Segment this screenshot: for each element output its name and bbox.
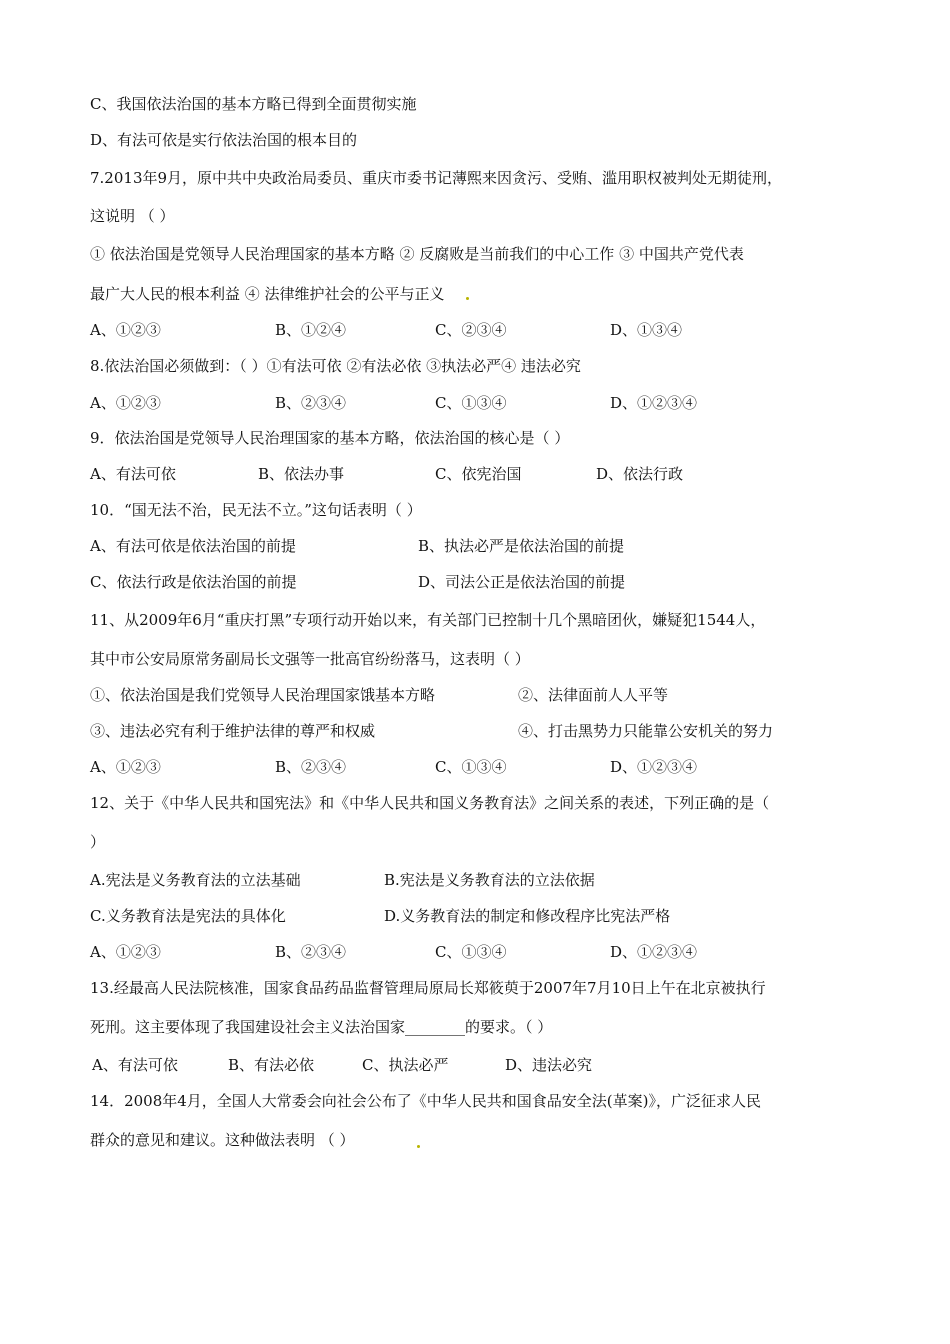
q7-option-a: A、①②③ [90,321,161,339]
question-10-stem: 10．“国无法不治，民无法不立。”这句话表明（ ） [90,501,422,519]
q12-option-c: C、①③④ [435,943,507,961]
question-7-statements: ① 依法治国是党领导人民治理国家的基本方略 ② 反腐败是当前我们的中心工作 ③ 中国共产党代表 [90,245,744,263]
question-14-stem-cont: 群众的意见和建议。这种做法表明 （ ） [90,1131,355,1149]
q9-option-c: C、依宪治国 [435,465,522,483]
question-12-stem: 12、关于《中华人民共和国宪法》和《中华人民共和国义务教育法》之间关系的表述，下列正确的是（ [90,794,770,812]
option-c-q6: C、我国依法治国的基本方略已得到全面贯彻实施 [90,95,417,113]
q11-statement-4: ④、打击黑势力只能靠公安机关的努力 [518,722,774,740]
q12-statement-a: A.宪法是义务教育法的立法基础 [90,871,301,889]
question-13-stem-cont: 死刑。这主要体现了我国建设社会主义法治国家________的要求。（ ） [90,1018,553,1036]
q12-option-a: A、①②③ [90,943,161,961]
q12-option-d: D、①②③④ [610,943,698,961]
q13-option-b: B、有法必依 [228,1056,315,1074]
q12-option-b: B、②③④ [275,943,347,961]
question-14-stem: 14．2008年4月，全国人大常委会向社会公布了《中华人民共和国食品安全法(革案)》，广泛征求人民 [90,1092,762,1110]
q10-option-b: B、执法必严是依法治国的前提 [418,537,625,555]
q8-option-d: D、①②③④ [610,394,698,412]
q7-option-c: C、②③④ [435,321,507,339]
q8-option-c: C、①③④ [435,394,507,412]
stray-mark [417,1145,420,1148]
stray-mark [466,297,469,300]
q7-option-d: D、①③④ [610,321,683,339]
q12-statement-c: C.义务教育法是宪法的具体化 [90,907,286,925]
question-13-stem: 13.经最高人民法院核准，国家食品药品监督管理局原局长郑筱萸于2007年7月10日上午在北京被执行 [90,979,766,997]
q9-option-d: D、依法行政 [596,465,684,483]
q11-option-a: A、①②③ [90,758,161,776]
q9-option-b: B、依法办事 [258,465,345,483]
q11-statement-3: ③、违法必究有利于维护法律的尊严和权威 [90,722,376,740]
q11-option-d: D、①②③④ [610,758,698,776]
q8-option-b: B、②③④ [275,394,347,412]
question-7-stem-cont: 这说明 （ ） [90,207,175,225]
q11-statement-2: ②、法律面前人人平等 [518,686,669,704]
q10-option-a: A、有法可依是依法治国的前提 [90,537,296,555]
question-8-stem: 8.依法治国必须做到：（ ）①有法可依 ②有法必依 ③执法必严④ 违法必究 [90,357,581,375]
question-7-statements-cont: 最广大人民的根本利益 ④ 法律维护社会的公平与正义 [90,285,445,303]
q10-option-c: C、依法行政是依法治国的前提 [90,573,297,591]
q13-option-a: A、有法可依 [92,1056,178,1074]
q11-option-b: B、②③④ [275,758,347,776]
q12-statement-d: D.义务教育法的制定和修改程序比宪法严格 [384,907,671,925]
q7-option-b: B、①②④ [275,321,347,339]
question-11-stem-cont: 其中市公安局原常务副局长文强等一批高官纷纷落马，这表明（ ） [90,650,530,668]
option-d-q6: D、有法可依是实行依法治国的根本目的 [90,131,358,149]
q8-option-a: A、①②③ [90,394,161,412]
question-9-stem: 9．依法治国是党领导人民治理国家的基本方略，依法治国的核心是（ ） [90,429,570,447]
question-7-stem: 7.2013年9月，原中共中央政治局委员、重庆市委书记薄熙来因贪污、受贿、滥用职权被判处无期徒刑， [90,169,783,187]
q12-statement-b: B.宪法是义务教育法的立法依据 [384,871,595,889]
q13-option-d: D、违法必究 [505,1056,593,1074]
q10-option-d: D、司法公正是依法治国的前提 [418,573,626,591]
q13-option-c: C、执法必严 [362,1056,449,1074]
question-12-stem-cont: ） [90,833,106,851]
q11-option-c: C、①③④ [435,758,507,776]
q9-option-a: A、有法可依 [90,465,176,483]
question-11-stem: 11、从2009年6月“重庆打黑”专项行动开始以来，有关部门已控制十几个黑暗团伙，嫌疑犯1544人， [90,611,766,629]
q11-statement-1: ①、依法治国是我们党领导人民治理国家饿基本方略 [90,686,436,704]
